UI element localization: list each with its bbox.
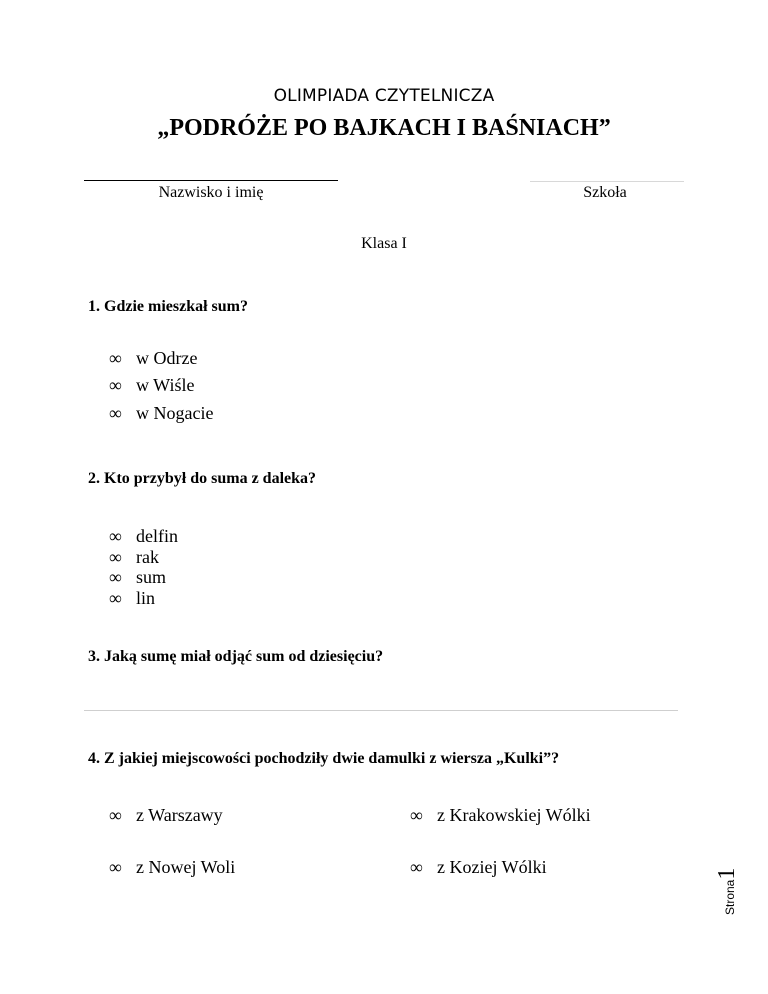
page-number-footer <box>714 835 744 915</box>
bullet-icon: ∞ <box>109 526 122 546</box>
name-answer-line <box>84 180 338 181</box>
bullet-icon: ∞ <box>109 348 122 368</box>
page-number: 1 <box>714 867 740 880</box>
question-3-answer-line <box>84 710 678 711</box>
question-2-option-2: ∞ rak <box>109 547 159 567</box>
competition-header: OLIMPIADA CZYTELNICZA <box>273 86 495 106</box>
question-2: 2. Kto przybył do suma z daleka? <box>88 470 317 487</box>
class-label: Klasa I <box>361 235 407 252</box>
question-4-option-1: ∞ z Warszawy <box>109 805 223 825</box>
question-4-option-2: ∞ z Krakowskiej Wólki <box>410 805 591 825</box>
question-1-option-1: ∞ w Odrze <box>109 348 198 368</box>
question-4-option-4: ∞ z Koziej Wólki <box>410 857 547 877</box>
page-word: Strona <box>723 879 737 915</box>
question-1-option-2: ∞ w Wiśle <box>109 375 195 395</box>
bullet-icon: ∞ <box>109 547 122 567</box>
document-title: „PODRÓŻE PO BAJKACH I BAŚNIACH” <box>157 115 611 141</box>
question-2-option-3: ∞ sum <box>109 567 167 587</box>
question-1: 1. Gdzie mieszkał sum? <box>88 298 248 315</box>
bullet-icon: ∞ <box>109 375 122 395</box>
question-2-option-4: ∞ lin <box>109 588 156 608</box>
question-1-option-3: ∞ w Nogacie <box>109 403 214 423</box>
question-4-option-3: ∞ z Nowej Woli <box>109 857 236 877</box>
question-3: 3. Jaką sumę miał odjąć sum od dziesięciu? <box>88 648 384 665</box>
bullet-icon: ∞ <box>410 805 423 825</box>
school-field-label: Szkoła <box>583 184 627 201</box>
school-answer-line <box>530 181 684 182</box>
question-2-option-1: ∞ delfin <box>109 526 178 546</box>
bullet-icon: ∞ <box>410 857 423 877</box>
bullet-icon: ∞ <box>109 403 122 423</box>
bullet-icon: ∞ <box>109 567 122 587</box>
name-field-label: Nazwisko i imię <box>158 184 264 201</box>
bullet-icon: ∞ <box>109 588 122 608</box>
question-4: 4. Z jakiej miejscowości pochodziły dwie damulki z wiersza „Kulki”? <box>88 750 560 767</box>
bullet-icon: ∞ <box>109 805 122 825</box>
bullet-icon: ∞ <box>109 857 122 877</box>
